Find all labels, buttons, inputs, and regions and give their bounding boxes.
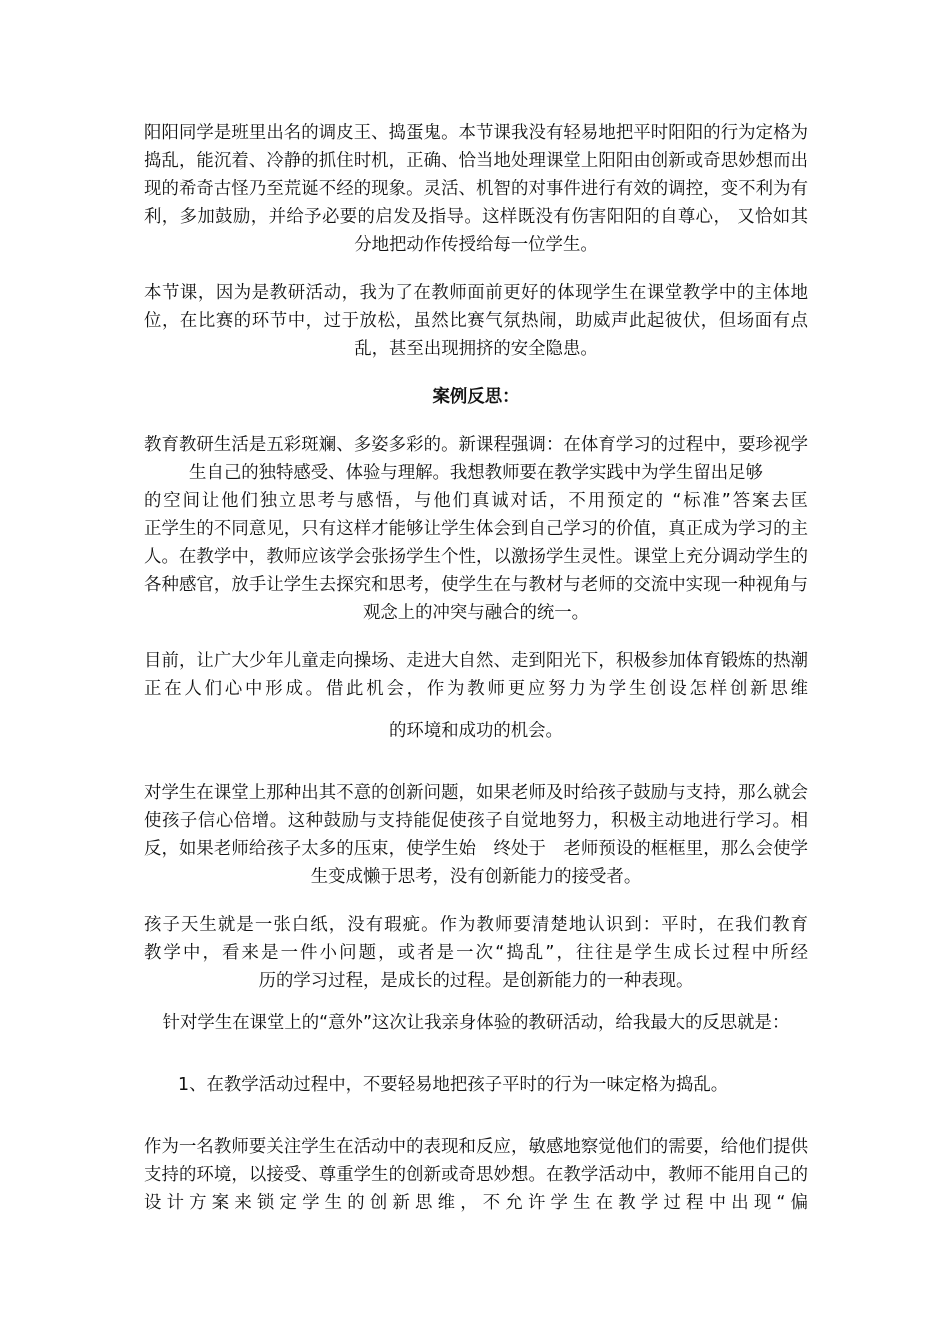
paragraph-current-trend-end: 的环境和成功的机会。 — [389, 721, 563, 741]
paragraph-blank-paper-end: 历的学习过程，是成长的过程。是创新能力的一种表现。 — [258, 971, 694, 991]
paragraph-education-life: 教育教研生活是五彩斑斓、多姿多彩的。新课程强调：在体育学习的过程中，要珍视学生自己的独特感受、体验与理解。我想教师要在教学实践中为学生留出足够 — [144, 435, 808, 483]
section-heading-reflection: 案例反思： — [432, 387, 520, 407]
paragraph-teacher-attention: 作为一名教师要关注学生在活动中的表现和反应，敏感地察觉他们的需要，给他们提供支持的环境，以接受、尊重学生的创新或奇思妙想。在教学活动中，教师不能用自己的设计方案来锁定学生的创新思维，不允许学生在教学过程中出现“偏 — [144, 1137, 808, 1213]
paragraph-education-life-line: 的空间让他们独立思考与感悟，与他们真诚对话，不用预定的 “标准”答案去匡 — [144, 491, 808, 511]
paragraph-blank-paper-line: 教学中，看来是一件小问题，或者是一次“捣乱”，往往是学生成长过程中所经 — [144, 943, 808, 963]
paragraph-reflection-intro: 针对学生在课堂上的“意外”这次让我亲身体验的教研活动，给我最大的反思就是： — [162, 1013, 790, 1033]
paragraph-education-life-cont: 正学生的不同意见，只有这样才能够让学生体会到自己学习的价值，真正成为学习的主人。在教学中，教师应该学会张扬学生个性，以激扬学生灵性。课堂上充分调动学生的各种感官，放手让学生去探究和思考，使学生在与教材与老师的交流中实现一种视角与观念上的冲突与融合的统一。 — [144, 519, 808, 623]
paragraph-encouragement: 对学生在课堂上那种出其不意的创新问题，如果老师及时给孩子鼓励与支持，那么就会使孩子信心倍增。这种鼓励与支持能促使孩子自觉地努力，积极主动地进行学习。相反，如果老师给孩子太多的压束，使学生始 终处于 老师预设的框框里，那么会使学生变成懒于思考，没有创新能力的接受者。 — [144, 783, 808, 887]
document-body — [144, 119, 808, 1217]
paragraph-blank-paper: 孩子天生就是一张白纸，没有瑕疵。作为教师要清楚地认识到：平时，在我们教育 — [144, 915, 808, 935]
paragraph-yangyang: 阳阳同学是班里出名的调皮王、捣蛋鬼。本节课我没有轻易地把平时阳阳的行为定格为捣乱，能沉着、冷静的抓住时机，正确、恰当地处理课堂上阳阳由创新或奇思妙想而出现的希奇古怪乃至荒诞不经的现象。灵活、机智的对事件进行有效的调控，变不利为有利，多加鼓励，并给予必要的启发及指导。这样既没有伤害阳阳的自尊心， 又恰如其分地把动作传授给每一位学生。 — [144, 123, 808, 255]
paragraph-current-trend: 目前，让广大少年儿童走向操场、走进大自然、走到阳光下，积极参加体育锻炼的热潮正在人们心中形成。借此机会，作为教师更应努力为学生创设怎样创新思维 — [144, 651, 808, 699]
paragraph-teaching-activity: 本节课，因为是教研活动，我为了在教师面前更好的体现学生在课堂教学中的主体地位，在比赛的环节中，过于放松，虽然比赛气氛热闹，助威声此起彼伏，但场面有点乱，甚至出现拥挤的安全隐患。 — [144, 283, 808, 359]
list-item-1: 1、在教学活动过程中，不要轻易地把孩子平时的行为一味定格为捣乱。 — [178, 1075, 729, 1095]
